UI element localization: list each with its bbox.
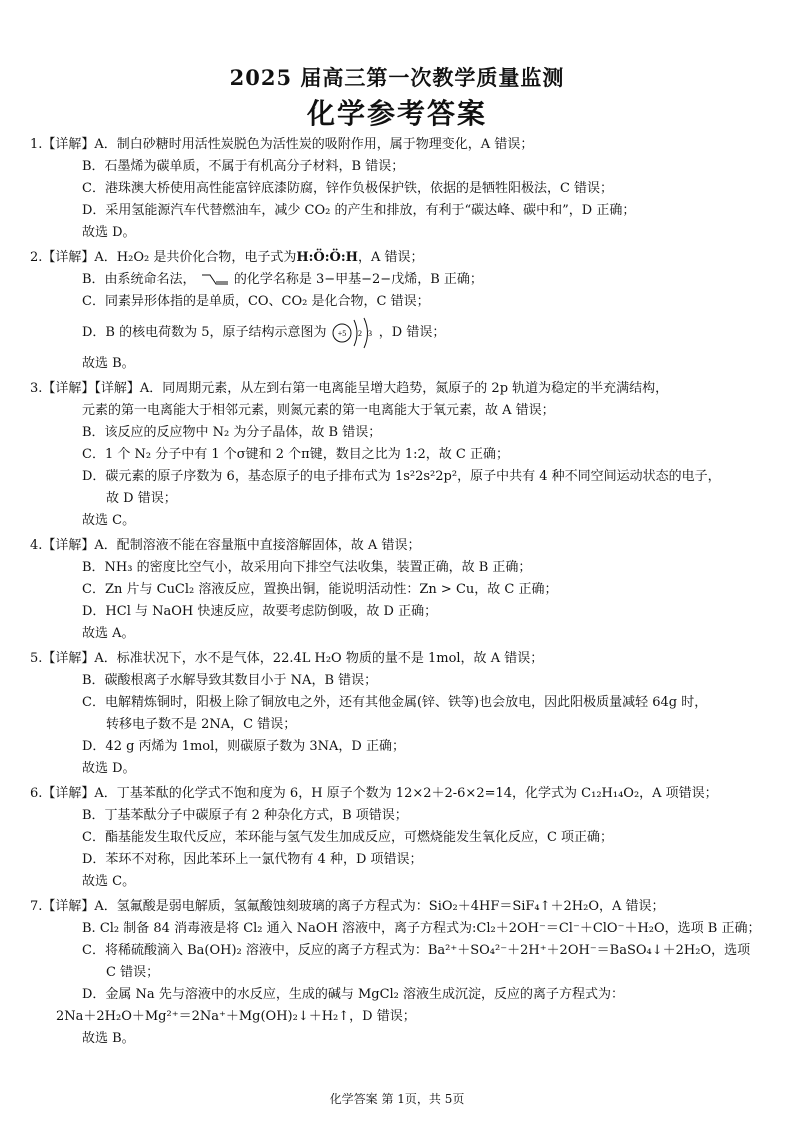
answer-content	[30, 134, 775, 1053]
q2-d-tail: ，D 错误；	[378, 325, 446, 340]
q2-b-tail: 的化学名称是 3−甲基−2−戊烯，B 正确；	[233, 272, 483, 287]
q4-option-d: D．HCl 与 NaOH 快速反应，故要考虑防倒吸，故 D 正确；	[82, 604, 438, 619]
q3-option-d-cont: 故 D 错误；	[106, 491, 177, 506]
q3-option-c: C．1 个 N₂ 分子中有 1 个σ键和 2 个π键，数目之比为 1:2，故 C 正确；	[82, 447, 509, 462]
q5-answer: 故选 D。	[82, 761, 136, 776]
q2-d-text: D．B 的核电荷数为 5，原子结构示意图为	[82, 325, 327, 340]
q6-answer: 故选 C。	[82, 874, 136, 889]
boron-atom-structure-diagram	[331, 316, 375, 350]
q4-option-a: 4.【详解】A．配制溶液不能在容量瓶中直接溶解固体，故 A 错误；	[30, 538, 421, 553]
q1-answer: 故选 D。	[82, 225, 136, 240]
page-footer: 化学答案 第 1页，共 5页	[329, 1092, 465, 1106]
q6-option-d: D．苯环不对称，因此苯环上一氯代物有 4 种，D 项错误；	[82, 852, 423, 867]
q7-answer: 故选 B。	[82, 1031, 135, 1046]
q5-option-d: D．42 g 丙烯为 1mol，则碳原子数为 3NA，D 正确；	[82, 739, 405, 754]
q2-a-tail: ，A 错误；	[357, 250, 424, 265]
q3-option-d: D．碳元素的原子序数为 6，基态原子的电子排布式为 1s²2s²2p²，原子中共有 4 种不同空间运动状态的电子，	[82, 469, 721, 484]
q2-option-c: C．同素异形体指的是单质，CO、CO₂ 是化合物，C 错误；	[82, 294, 430, 309]
q5-option-a: 5.【详解】A．标准状况下，水不是气体，22.4L H₂O 物质的量不是 1mol，故 A 错误；	[30, 651, 544, 666]
q1-option-c: C．港珠澳大桥使用高性能富锌底漆防腐，锌作负极保护铁，依据的是牺牲阳极法，C 错误；	[82, 181, 614, 196]
question-2	[30, 247, 775, 375]
question-5	[30, 648, 775, 780]
q4-option-b: B．NH₃ 的密度比空气小，故采用向下排空气法收集，装置正确，故 B 正确；	[82, 560, 532, 575]
exam-title: 2025 届高三第一次教学质量监测	[229, 65, 565, 90]
q5-option-b: B．碳酸根离子水解导致其数目小于 NA，B 错误；	[82, 673, 378, 688]
nucleus-label: +5	[337, 328, 346, 338]
q4-answer: 故选 A。	[82, 626, 135, 641]
question-1	[30, 134, 775, 244]
shell-1-electrons: 2	[357, 328, 362, 338]
q7-option-d: D．金属 Na 先与溶液中的水反应，生成的碱与 MgCl₂ 溶液生成沉淀，反应的离子方程式为：	[82, 987, 625, 1002]
q7-option-c: C．将稀硫酸滴入 Ba(OH)₂ 溶液中，反应的离子方程式为：Ba²⁺＋SO₄²⁻＋2H⁺＋2OH⁻＝BaSO₄↓＋2H₂O，选项	[82, 943, 751, 958]
q1-option-d: D．采用氢能源汽车代替燃油车，减少 CO₂ 的产生和排放，有利于“碳达峰、碳中和”，D 正确；	[82, 203, 636, 218]
page-title: 化学参考答案	[306, 97, 487, 130]
q6-option-b: B．丁基苯酞分子中碳原子有 2 种杂化方式，B 项错误；	[82, 808, 408, 823]
q3-answer: 故选 C。	[82, 513, 136, 528]
q6-option-a: 6.【详解】A．丁基苯酞的化学式不饱和度为 6，H 原子个数为 12×2＋2-6×2=14，化学式为 C₁₂H₁₄O₂，A 项错误；	[30, 786, 718, 801]
q2-b-text: B．由系统命名法，	[82, 272, 196, 287]
question-3	[30, 378, 775, 532]
q7-option-b: B. Cl₂ 制备 84 消毒液是将 Cl₂ 通入 NaOH 溶液中，离子方程式为:Cl₂＋2OH⁻＝Cl⁻＋ClO⁻＋H₂O，选项 B 正确；	[82, 921, 761, 936]
q7-option-a: 7.【详解】A．氢氟酸是弱电解质，氢氟酸蚀刻玻璃的离子方程式为：SiO₂＋4HF＝SiF₄↑＋2H₂O，A 错误；	[30, 899, 665, 914]
q2-answer: 故选 B。	[82, 356, 135, 371]
q2-a-text: 2.【详解】A．H₂O₂ 是共价化合物，电子式为	[30, 250, 297, 265]
q4-option-c: C．Zn 片与 CuCl₂ 溶液反应，置换出铜，能说明活动性：Zn > Cu，故 C 正确；	[82, 582, 558, 597]
q5-option-c-cont: 转移电子数不是 2NA，C 错误；	[106, 717, 297, 732]
q7-option-c-cont: C 错误；	[106, 965, 160, 980]
q6-option-c: C．酯基能发生取代反应，苯环能与氢气发生加成反应，可燃烧能发生氧化反应，C 项正确；	[82, 830, 614, 845]
q5-option-c: C．电解精炼铜时，阳极上除了铜放电之外，还有其他金属(锌、铁等)也会放电，因此阳极质量减轻 64g 时，	[82, 695, 708, 710]
q1-option-a: 1.【详解】A．制白砂糖时用活性炭脱色为活性炭的吸附作用，属于物理变化，A 错误；	[30, 137, 534, 152]
q3-option-a: 3.【详解】【详解】A．同周期元素，从左到右第一电离能呈增大趋势，氮原子的 2p 轨道为稳定的半充满结构，	[30, 381, 669, 396]
question-7	[30, 896, 775, 1050]
shell-2-electrons: 3	[367, 328, 372, 338]
q2-option-d	[30, 313, 775, 353]
question-4	[30, 535, 775, 645]
q2-option-a	[30, 247, 775, 269]
q7-option-d-equation: 2Na＋2H₂O＋Mg²⁺＝2Na⁺＋Mg(OH)₂↓＋H₂↑，D 错误；	[56, 1009, 416, 1024]
pentene-skeletal-structure	[200, 272, 230, 288]
q3-option-b: B．该反应的反应物中 N₂ 为分子晶体，故 B 错误；	[82, 425, 382, 440]
q1-option-b: B．石墨烯为碳单质，不属于有机高分子材料，B 错误；	[82, 159, 405, 174]
h2o2-electron-formula: H:Ö:Ö:H	[296, 250, 358, 265]
q2-option-b	[30, 269, 775, 291]
q3-option-a-cont: 元素的第一电离能大于相邻元素，则氮元素的第一电离能大于氧元素，故 A 错误；	[82, 403, 555, 418]
question-6	[30, 783, 775, 893]
